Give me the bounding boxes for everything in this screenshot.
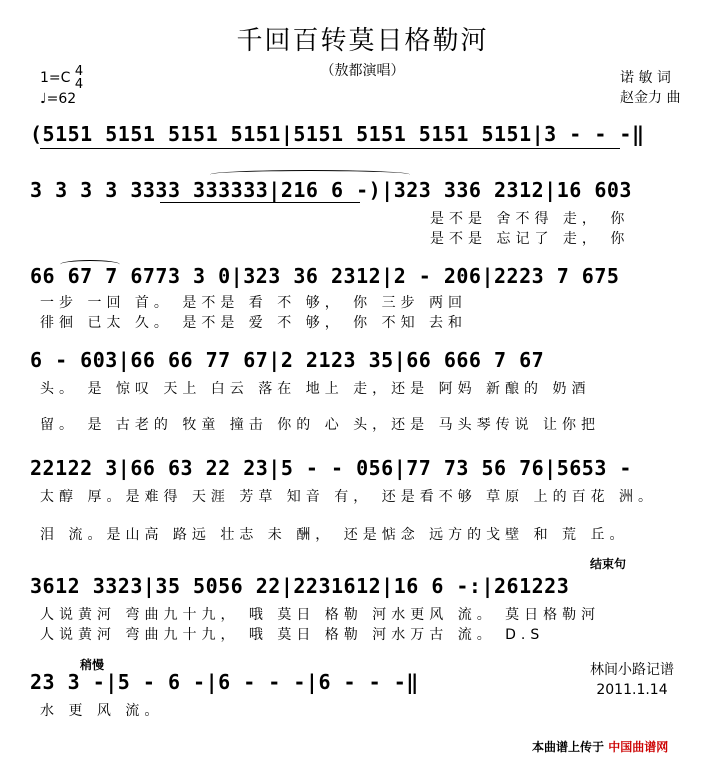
time-top: 4 <box>74 64 84 79</box>
lyric-line-1: 一步 一回 首。 是不是 看 不 够， 你 三步 两回 <box>40 295 468 311</box>
notes-line: 23 3 -|5 - 6 -|6 - - -|6 - - -‖ <box>30 670 419 694</box>
tempo-slow-mark: 稍慢 <box>80 658 105 672</box>
notes-line: 3 3 3 3 3333 333333|216 6 -)|323 336 2312|16 603 <box>30 178 632 202</box>
page-title: 千回百转莫日格勒河 <box>236 26 489 56</box>
site-logo[interactable]: 中国曲谱网 <box>608 740 669 754</box>
lyric-line-2: 是不是 忘记了 走， 你 <box>430 231 630 247</box>
lyric-line-2: 留。 是 古老的 牧童 撞击 你的 心 头，还是 马头琴传说 让你把 <box>40 417 601 433</box>
score-system-4 <box>30 342 710 432</box>
notes-line: 6 - 603|66 66 77 67|2 2123 35|66 666 7 67 <box>30 348 545 372</box>
notes-line: 3612 3323|35 5056 22|2231612|16 6 -:|261223 <box>30 574 570 598</box>
footer-upload-text: 本曲谱上传于 <box>532 740 605 754</box>
score-system-1 <box>30 118 710 158</box>
performer-subtitle: （敖都演唱） <box>320 63 405 79</box>
transcriber: 林间小路记谱 <box>590 662 674 678</box>
lyric-line-1: 水 更 风 流。 <box>40 703 164 719</box>
score-system-5 <box>30 450 710 543</box>
key-signature <box>40 65 83 108</box>
footer-credit <box>532 738 668 755</box>
notes-line: (5151 5151 5151 5151|5151 5151 5151 5151|3 - - -‖ <box>30 122 645 146</box>
notes-line: 22122 3|66 63 22 23|5 - - 056|77 73 56 76|5653 - <box>30 456 632 480</box>
score-system-6 <box>30 570 710 650</box>
lyric-line-2: 泪 流。是山高 路远 壮志 未 酬， 还是惦念 远方的戈壁 和 荒 丘。 <box>40 527 629 543</box>
time-bottom: 4 <box>74 77 84 92</box>
notes-line: 66 67 7 6773 3 0|323 36 2312|2 - 206|2223 7 675 <box>30 264 620 288</box>
tempo-mark: ♩=62 <box>40 91 77 107</box>
transcribe-date: 2011.1.14 <box>596 682 668 698</box>
credits <box>620 68 680 108</box>
score-system-2 <box>30 172 710 252</box>
lyric-line-2: 徘徊 已太 久。 是不是 爱 不 够， 你 不知 去和 <box>40 315 468 331</box>
composer: 赵金力 曲 <box>620 90 681 106</box>
score-system-3 <box>30 258 710 338</box>
lyric-line-1: 人说黄河 弯曲九十九， 哦 莫日 格勒 河水更风 流。 莫日格勒河 <box>40 607 601 623</box>
lyric-line-1: 是不是 舍不得 走， 你 <box>430 211 630 227</box>
transcriber-signature <box>590 660 674 700</box>
ending-mark: 结束句 <box>590 557 627 571</box>
lyric-line-1: 头。 是 惊叹 天上 白云 落在 地上 走，还是 阿妈 新酿的 奶酒 <box>40 381 591 397</box>
key-label: 1=C <box>40 70 71 86</box>
lyric-line-2: 人说黄河 弯曲九十九， 哦 莫日 格勒 河水万古 流。 D.S <box>40 627 545 643</box>
lyricist: 诺 敏 词 <box>620 70 671 86</box>
lyric-line-1: 太醇 厚。是难得 天涯 芳草 知音 有， 还是看不够 草原 上的百花 洲。 <box>40 489 658 505</box>
